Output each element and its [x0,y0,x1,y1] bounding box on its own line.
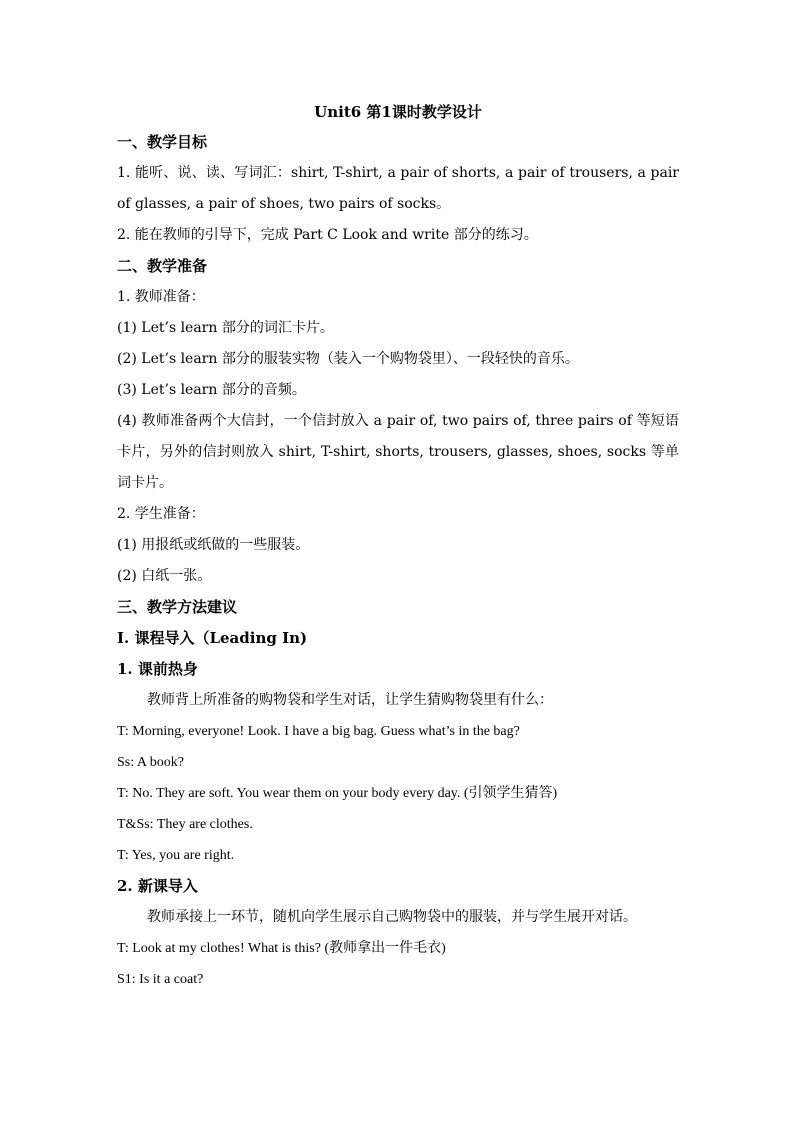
dialogue-line: T: Yes, you are right. [117,848,235,863]
dialogue-line: T: No. They are soft. You wear them on your body every day. (引领学生猜答) [117,786,558,801]
step-intro: 教师背上所准备的购物袋和学生对话，让学生猜购物袋里有什么： [147,692,553,708]
objective-item: 1. 能听、说、读、写词汇：shirt, T-shirt, a pair of shorts, a pair of trousers, a pair of glasses, a pair of shoes, two pairs of socks。 [117,165,679,212]
step-intro: 教师承接上一环节，随机向学生展示自己购物袋中的服装，并与学生展开对话。 [147,909,637,925]
teacher-preparation-item: (2) Let’s learn 部分的服装实物（装入一个购物袋里）、一段轻快的音乐。 [117,351,579,367]
student-preparation-item: (1) 用报纸或纸做的一些服装。 [117,537,310,553]
student-preparation-label: 2. 学生准备： [117,506,205,522]
dialogue-line: T: Morning, everyone! Look. I have a big bag. Guess what’s in the bag? [117,724,520,739]
dialogue-line: T&Ss: They are clothes. [117,817,253,832]
document-title: Unit6 第1课时教学设计 [314,103,482,121]
section-heading-objectives: 一、教学目标 [117,133,208,151]
teacher-preparation-item: (3) Let’s learn 部分的音频。 [117,382,306,398]
dialogue-line: Ss: A book? [117,755,184,770]
teacher-preparation-item: (1) Let’s learn 部分的词汇卡片。 [117,320,334,336]
student-preparation-item: (2) 白纸一张。 [117,568,212,584]
teacher-preparation-item: (4) 教师准备两个大信封，一个信封放入 a pair of, two pairs of, three pairs of 等短语卡片，另外的信封则放入 shirt, T-shirt, shorts, trousers, glasses, shoes, socks 等单词卡片。 [117,413,679,491]
subsection-heading-leading-in: I. 课程导入（Leading In) [117,629,308,647]
document-page [117,98,679,995]
section-heading-methods: 三、教学方法建议 [117,598,238,616]
step-heading-warm-up: 1. 课前热身 [117,660,198,678]
objective-item: 2. 能在教师的引导下，完成 Part C Look and write 部分的练习。 [117,227,538,243]
step-heading-new-lesson: 2. 新课导入 [117,877,198,895]
section-heading-preparation: 二、教学准备 [117,257,208,275]
dialogue-line: T: Look at my clothes! What is this? (教师拿出一件毛衣) [117,941,446,956]
teacher-preparation-label: 1. 教师准备： [117,289,205,305]
dialogue-line: S1: Is it a coat? [117,972,204,987]
